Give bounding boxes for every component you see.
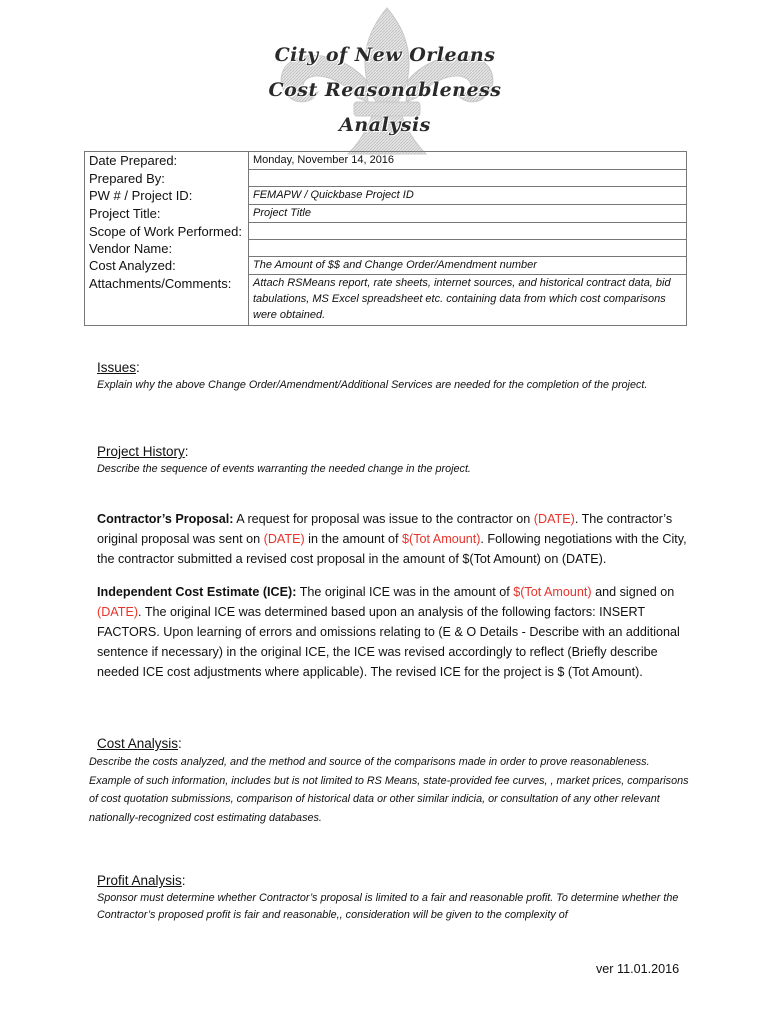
table-row bbox=[85, 170, 687, 187]
contractor-proposal-amount: $(Tot Amount) bbox=[402, 532, 481, 546]
attachments-label: Attachments/Comments: bbox=[85, 275, 249, 326]
table-row bbox=[85, 152, 687, 170]
table-row bbox=[85, 275, 687, 326]
table-row bbox=[85, 240, 687, 257]
contractor-proposal-text-1: A request for proposal was issue to the contractor on bbox=[233, 512, 534, 526]
prepared-by-value[interactable] bbox=[249, 170, 687, 187]
table-row bbox=[85, 257, 687, 275]
contractor-proposal-text-4: . Following negotiations with the City, the contractor submitted a revised cost proposal in the amount of $(Tot Amount) on (DATE). bbox=[97, 532, 687, 566]
table-row bbox=[85, 223, 687, 240]
issues-heading-colon: : bbox=[136, 360, 140, 375]
date-prepared-label: Date Prepared: bbox=[85, 152, 249, 170]
header-title-line-1: City of New Orleans bbox=[274, 44, 496, 66]
cost-analysis-heading-text: Cost Analysis bbox=[97, 736, 179, 751]
scope-of-work-label: Scope of Work Performed: bbox=[85, 223, 249, 240]
project-title-value[interactable]: Project Title bbox=[249, 205, 687, 223]
ice-label: Independent Cost Estimate (ICE): bbox=[97, 585, 297, 599]
project-history-heading-colon: : bbox=[184, 444, 189, 459]
project-id-value[interactable]: FEMAPW / Quickbase Project ID bbox=[249, 187, 687, 205]
table-row bbox=[85, 187, 687, 205]
ice-paragraph bbox=[97, 582, 687, 682]
scope-of-work-value[interactable] bbox=[249, 223, 687, 240]
vendor-name-label: Vendor Name: bbox=[85, 240, 249, 257]
ice-amount: $(Tot Amount) bbox=[513, 585, 592, 599]
project-history-heading-text: Project History bbox=[97, 444, 185, 459]
ice-text-1: The original ICE was in the amount of bbox=[296, 585, 514, 599]
project-id-label: PW # / Project ID: bbox=[85, 187, 249, 205]
issues-heading-text: Issues bbox=[97, 360, 137, 375]
profit-analysis-body: Sponsor must determine whether Contractor’s proposal is limited to a fair and reasonable profit. To determine whether the Contractor’s proposed profit is fair and reasonable,, consideration will be given to the complexity of bbox=[97, 892, 679, 921]
header-title-line-2: Cost Reasonableness bbox=[268, 79, 502, 101]
project-info-table bbox=[84, 151, 687, 326]
cost-analysis-heading-colon: : bbox=[178, 736, 182, 751]
ice-date: (DATE) bbox=[97, 605, 139, 619]
project-title-label: Project Title: bbox=[85, 205, 249, 223]
contractor-proposal-label: Contractor’s Proposal: bbox=[97, 512, 234, 526]
attachments-value[interactable]: Attach RSMeans report, rate sheets, internet sources, and historical contract data, bid tabulations, MS Excel spreadsheet etc. containing data from which cost comparisons were obtained. bbox=[249, 275, 687, 326]
profit-analysis-heading-colon: : bbox=[181, 873, 186, 888]
contractor-proposal-date-2: (DATE) bbox=[263, 532, 305, 546]
project-history-heading bbox=[97, 444, 189, 459]
vendor-name-value[interactable] bbox=[249, 240, 687, 257]
cost-analysis-heading bbox=[97, 736, 182, 751]
contractor-proposal-paragraph bbox=[97, 509, 687, 569]
profit-analysis-heading bbox=[97, 873, 186, 888]
issues-body: Explain why the above Change Order/Amendment/Additional Services are needed for the completion of the project. bbox=[97, 379, 648, 391]
contractor-proposal-text-3: in the amount of bbox=[304, 532, 402, 546]
cost-analyzed-value[interactable]: The Amount of $$ and Change Order/Amendment number bbox=[249, 257, 687, 275]
issues-heading bbox=[97, 360, 140, 375]
ice-text-2: and signed on bbox=[591, 585, 675, 599]
ice-text-3: . The original ICE was determined based upon an analysis of the following factors: INSERT FACTORS. Upon learning of errors and omissions relating to (E & O Details - Describe with an additional sentence if necessary) in the original ICE, the ICE was revised accordingly to reflect (Briefly describe needed ICE cost adjustments where applicable). The revised ICE for the project is $ (Tot Amount). bbox=[97, 605, 680, 679]
prepared-by-label: Prepared By: bbox=[85, 170, 249, 187]
version-label: ver 11.01.2016 bbox=[596, 962, 680, 976]
contractor-proposal-date-1: (DATE) bbox=[533, 512, 575, 526]
profit-analysis-heading-text: Profit Analysis bbox=[97, 873, 182, 888]
header-title-line-3: Analysis bbox=[339, 114, 431, 136]
cost-analyzed-label: Cost Analyzed: bbox=[85, 257, 249, 275]
cost-analysis-body: Describe the costs analyzed, and the method and source of the comparisons made in order to prove reasonableness. Example of such information, includes but is not limited to RS Means, state-provided fee curves, , market prices, comparisons of cost quotation submissions, comparison of historical data or other similar indicia, or consultation of any other relevant nationally-recognized cost estimating databases. bbox=[89, 756, 689, 824]
table-row bbox=[85, 205, 687, 223]
project-history-body: Describe the sequence of events warranting the needed change in the project. bbox=[97, 463, 471, 475]
date-prepared-value[interactable]: Monday, November 14, 2016 bbox=[249, 152, 687, 170]
contractor-proposal-text-2: . The contractor’s original proposal was sent on bbox=[97, 512, 673, 546]
